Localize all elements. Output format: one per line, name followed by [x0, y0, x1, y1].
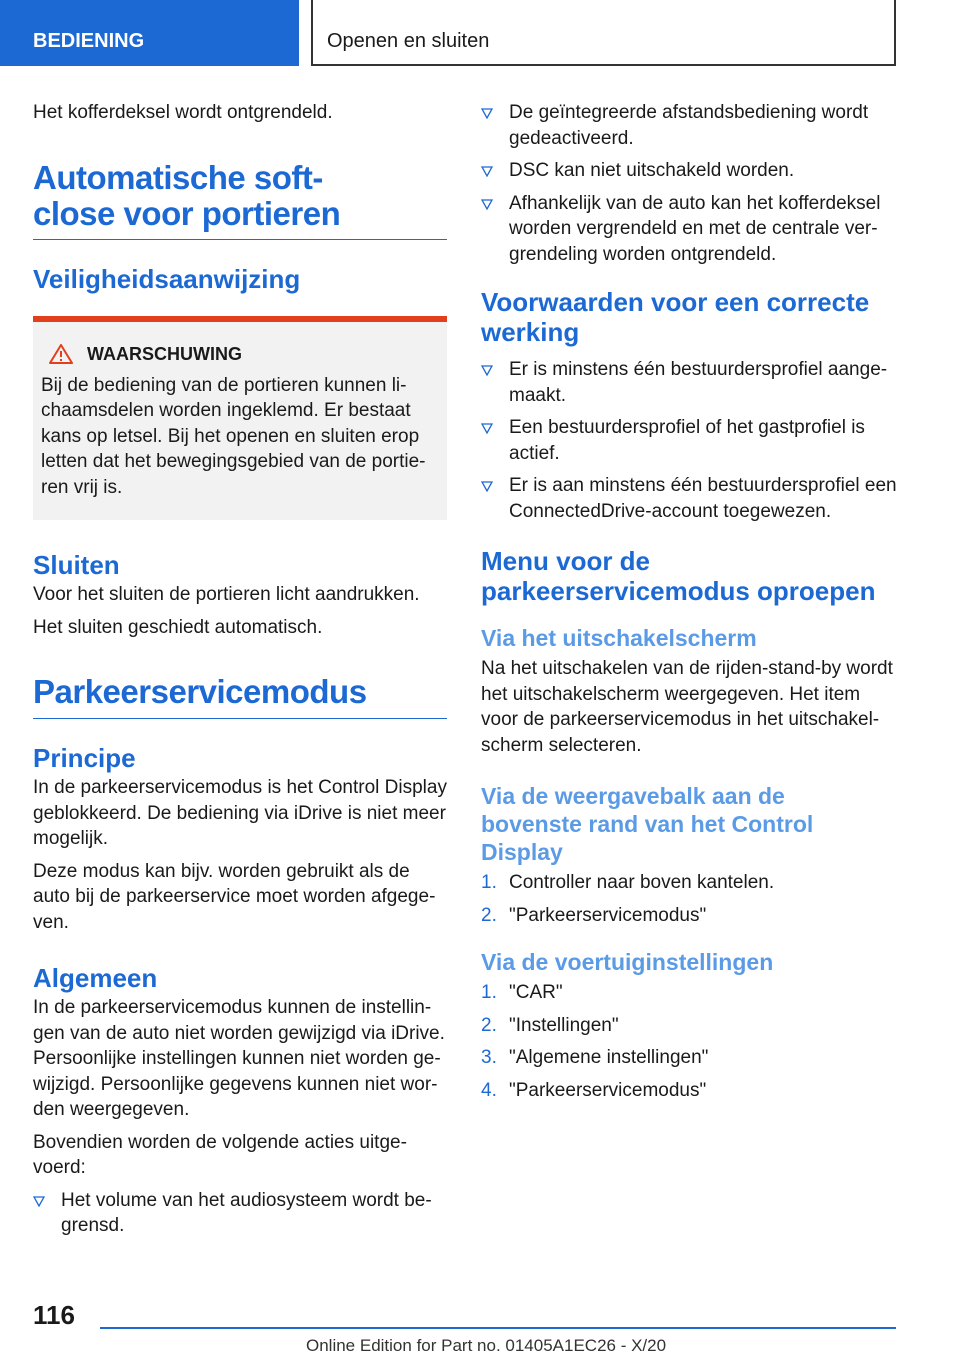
step-text: "Parkeerservicemodus": [509, 1079, 707, 1101]
footer-rule: [100, 1327, 896, 1329]
general-text-1: In de parkeerservicemodus kunnen de instellin-gen van de auto niet worden gewijzigd via iDrive. Persoonlijke instellingen kunnen niet worden ge-wijzigd. Persoonlijke gegevens kunnen niet wor-den weergegeven.: [33, 997, 445, 1120]
list-item: [481, 415, 897, 466]
warning-triangle-icon: [49, 344, 73, 364]
conditions-list: [481, 357, 897, 524]
heading-vehicle: Via de voertuiginstellingen: [481, 949, 774, 975]
page-header: [0, 0, 960, 66]
step-number: 1.: [481, 872, 497, 893]
step-number: 2.: [481, 904, 497, 926]
list-item: [481, 473, 897, 524]
list-item: [481, 357, 897, 408]
step-text: "Parkeerservicemodus": [509, 904, 707, 926]
warning-text: Bij de bediening van de portieren kunnen li-chaamsdelen worden ingeklemd. Er bestaat kans op letsel. Bij het openen en sluiten erop letten dat het bewegingsgebied van de portie-ren vrij is.: [41, 374, 426, 498]
step-number: 3.: [481, 1047, 497, 1068]
step-text: Controller naar boven kantelen.: [509, 872, 775, 893]
left-column: [33, 100, 447, 1246]
heading-statusbar: Via de weergavebalk aan de bovenste rand van het Control Display: [481, 783, 814, 865]
heading-switchoff: Via het uitschakelscherm: [481, 625, 757, 651]
list-item-text: Het volume van het audiosysteem wordt be-grensd.: [61, 1189, 432, 1236]
list-item: [481, 191, 897, 268]
step-number: 2.: [481, 1014, 497, 1036]
general-text-2: Bovendien worden de volgende acties uitge-voerd:: [33, 1131, 407, 1178]
switchoff-text: Na het uitschakelen van de rijden-stand-by wordt het uitschakelscherm weergegeven. Het item voor de parkeerservicemodus in het uitschakel-scherm selecteren.: [481, 658, 893, 756]
step-text: "Algemene instellingen": [509, 1047, 709, 1068]
section-tab: BEDIENING: [0, 0, 299, 66]
warning-title: [41, 344, 439, 365]
page-footer: [0, 1290, 960, 1362]
heading-general: Algemeen: [33, 963, 158, 993]
actions-list-continued: [481, 100, 897, 267]
triangle-bullet-icon: [481, 166, 493, 177]
triangle-bullet-icon: [33, 1196, 45, 1207]
warning-box: [33, 316, 447, 521]
close-text-1: Voor het sluiten de portieren licht aandrukken.: [33, 584, 420, 605]
page-number: 116: [33, 1300, 75, 1330]
heading-principle: Principe: [33, 743, 136, 773]
heading-close: Sluiten: [33, 550, 120, 580]
warning-title-text: WAARSCHUWING: [87, 343, 242, 364]
list-item: [33, 1188, 447, 1239]
list-item-text: Een bestuurdersprofiel of het gastprofiel is actief.: [509, 417, 865, 464]
heading-menu: Menu voor de parkeerservicemodus oproepen: [481, 546, 876, 606]
step-number: 1.: [481, 982, 497, 1003]
heading-safety: Veiligheidsaanwijzing: [33, 263, 301, 294]
step-item: [481, 1045, 897, 1071]
step-item: [481, 870, 897, 896]
triangle-bullet-icon: [481, 199, 493, 210]
principle-text-2: Deze modus kan bijv. worden gebruikt als de auto bij de parkeerservice moet worden afgege-ven.: [33, 860, 436, 933]
triangle-bullet-icon: [481, 423, 493, 434]
vehicle-steps: [481, 980, 897, 1103]
actions-list: [33, 1188, 447, 1239]
step-item: [481, 1013, 897, 1039]
step-item: [481, 903, 897, 929]
right-column: [481, 100, 897, 1113]
list-item-text: Afhankelijk van de auto kan het kofferdeksel worden vergrendeld en met de centrale ver-grendeling worden ontgrendeld.: [509, 192, 881, 265]
triangle-bullet-icon: [481, 108, 493, 119]
heading-softclose: Automatische soft-close voor portieren: [33, 158, 341, 232]
edition-text: Online Edition for Part no. 01405A1EC26 - X/20: [306, 1336, 667, 1355]
statusbar-steps: [481, 870, 897, 928]
list-item: [481, 100, 897, 151]
triangle-bullet-icon: [481, 365, 493, 376]
principle-text-1: In de parkeerservicemodus is het Control Display geblokkeerd. De bediening via iDrive is niet meer mogelijk.: [33, 777, 447, 849]
heading-parking: Parkeerservicemodus: [33, 674, 447, 719]
list-item-text: DSC kan niet uitschakeld worden.: [509, 160, 795, 181]
list-item-text: De geïntegreerde afstandsbediening wordt gedeactiveerd.: [509, 102, 869, 149]
list-item-text: Er is minstens één bestuurdersprofiel aange-maakt.: [509, 359, 888, 406]
step-number: 4.: [481, 1079, 497, 1101]
close-text-2: Het sluiten geschiedt automatisch.: [33, 616, 323, 638]
heading-rule: [33, 232, 447, 240]
step-item: [481, 980, 897, 1006]
list-item: [481, 158, 897, 184]
list-item-text: Er is aan minstens één bestuurdersprofiel een ConnectedDrive-account toegewezen.: [509, 475, 897, 522]
step-text: "CAR": [509, 982, 563, 1003]
triangle-bullet-icon: [481, 481, 493, 492]
intro-text: Het kofferdeksel wordt ontgrendeld.: [33, 102, 333, 123]
chapter-title: Openen en sluiten: [311, 0, 896, 66]
heading-conditions: Voorwaarden voor een correcte werking: [481, 287, 870, 347]
step-text: "Instellingen": [509, 1014, 619, 1036]
step-item: [481, 1078, 897, 1104]
